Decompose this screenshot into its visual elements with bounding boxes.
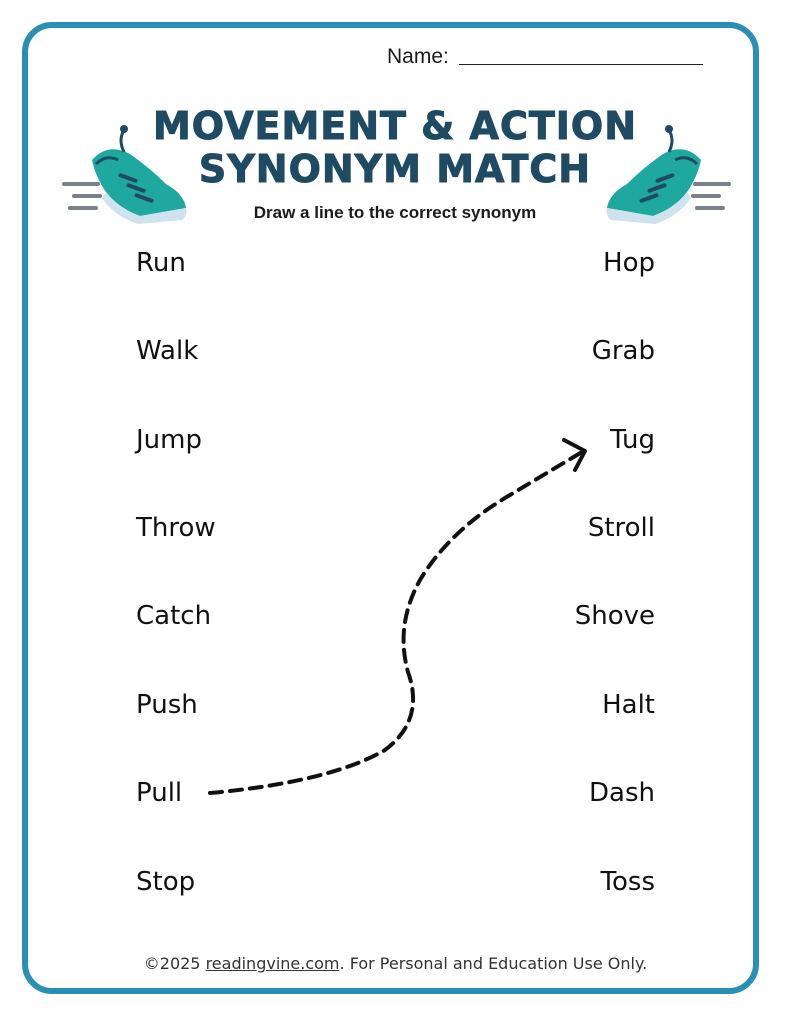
right-word[interactable]: Stroll: [587, 513, 655, 543]
footer-copyright: ©2025: [143, 954, 206, 973]
name-label: Name:: [387, 45, 449, 68]
right-word[interactable]: Shove: [574, 601, 655, 631]
right-word[interactable]: Grab: [591, 336, 655, 366]
right-word[interactable]: Halt: [602, 690, 655, 720]
right-word[interactable]: Toss: [600, 867, 655, 897]
left-word[interactable]: Catch: [136, 601, 212, 631]
right-word[interactable]: Hop: [603, 248, 655, 278]
footer-site-link[interactable]: readingvine.com: [205, 954, 340, 973]
left-word[interactable]: Stop: [136, 867, 196, 897]
footer: [0, 954, 791, 973]
footer-usage-note: . For Personal and Education Use Only.: [339, 954, 648, 973]
left-word[interactable]: Walk: [136, 336, 199, 366]
left-word[interactable]: Throw: [136, 513, 216, 543]
worksheet-title-line2: SYNONYM MATCH: [198, 147, 592, 191]
worksheet-title-line1: MOVEMENT & ACTION: [152, 104, 638, 148]
left-word[interactable]: Jump: [136, 425, 202, 455]
right-word[interactable]: Tug: [610, 425, 655, 455]
right-word[interactable]: Dash: [589, 778, 655, 808]
left-word[interactable]: Push: [136, 690, 198, 720]
left-word[interactable]: Run: [136, 248, 186, 278]
left-word[interactable]: Pull: [136, 778, 183, 808]
instructions: Draw a line to the correct synonym: [253, 203, 537, 222]
